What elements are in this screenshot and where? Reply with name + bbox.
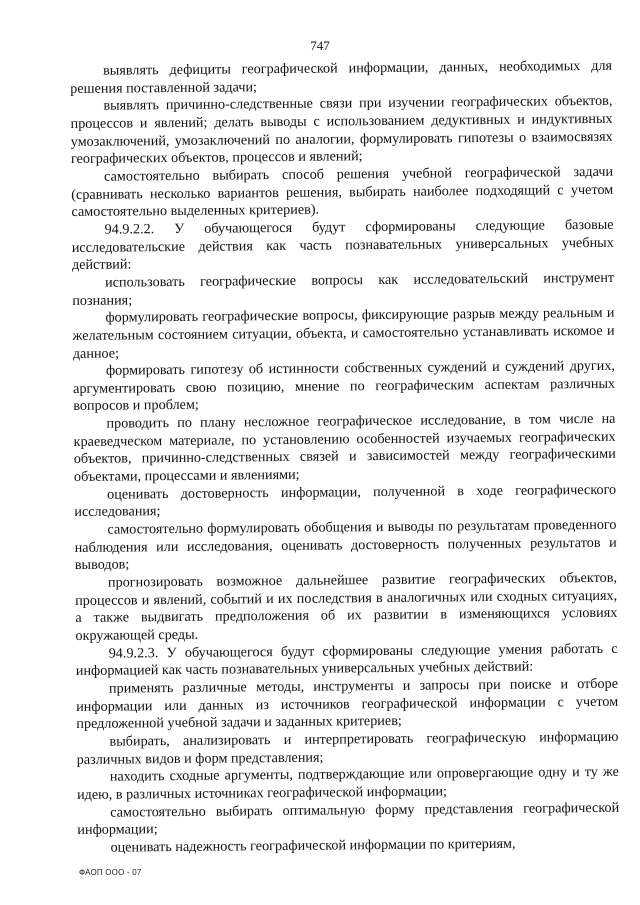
paragraph: оценивать надежность географической информации по критериям, [110,835,516,856]
document-footer: ФАОП ООО - 07 [79,868,142,877]
paragraph: самостоятельно выбирать способ решения учебной географической задачи (сравнивать несколько вариантов решения, выбирать наиболее подходящий с учетом самостоятельно выделенных критериев). [71,163,614,221]
page-number: 747 [310,38,330,53]
paragraph: формировать гипотезу об истинности собственных суждений и суждений других, аргументировать свою позицию, мнение по географическим аспектам различных вопросов и проблем; [73,357,616,415]
paragraph: 94.9.2.2. У обучающегося будут сформированы следующие базовые исследовательские действия как часть познавательных универсальных учебных действий: [71,216,614,274]
paragraph: самостоятельно формулировать обобщения и выводы по результатам проведенного наблюдения или исследования, оценивать достоверность полученных результатов и выводов; [74,516,617,574]
paragraph: выбирать, анализировать и интерпретировать географическую информацию различных видов и форм представления; [76,728,619,768]
paragraph: 94.9.2.3. У обучающегося будут сформированы следующие умения работать с информацией как часть познавательных универсальных учебных действий: [75,640,618,680]
paragraph: формулировать географические вопросы, фиксирующие разрыв между реальным и желательным состоянием ситуации, объекта, и самостоятельно устанавливать искомое и данное; [72,304,615,362]
paragraph: проводить по плану несложное географическое исследование, в том числе на краеведческом материале, по установлению особенностей изучаемых географических объектов, причинно-следственных связей и зависимостей между географическими объектами, процессами и явлениями; [73,410,616,486]
paragraph: самостоятельно выбирать оптимальную форму представления географической информации; [77,799,620,839]
paragraph: прогнозировать возможное дальнейшее развитие географических объектов, процессов и явлений, событий и их последствия в аналогичных или сходных ситуациях, а также выдвигать предположения об их развитии в изменяющихся условиях окружающей среды. [75,569,618,644]
paragraph: использовать географические вопросы как исследовательский инструмент познания; [72,269,615,309]
body-text [70,58,620,858]
paragraph: находить сходные аргументы, подтверждающие или опровергающие одну и ту же идею, в различных источниках географической информации; [76,764,619,803]
paragraph: выявлять дефициты географической информации, данных, необходимых для решения поставленной задачи; [70,57,613,97]
paragraph: применять различные методы, инструменты и запросы при поиске и отборе информации или данных из источников географической информации с учетом предложенной учебной задачи и заданных критериев; [76,675,619,733]
paragraph: выявлять причинно-следственные связи при изучении географических объектов, процессов и явлений; делать выводы с использованием дедуктивных и индуктивных умозаключений, умозаключений по аналогии, формулировать гипотезы о взаимосвязях географических объектов, процессов и явлений; [70,93,613,168]
paragraph: оценивать достоверность информации, полученной в ходе географического исследования; [74,481,617,521]
